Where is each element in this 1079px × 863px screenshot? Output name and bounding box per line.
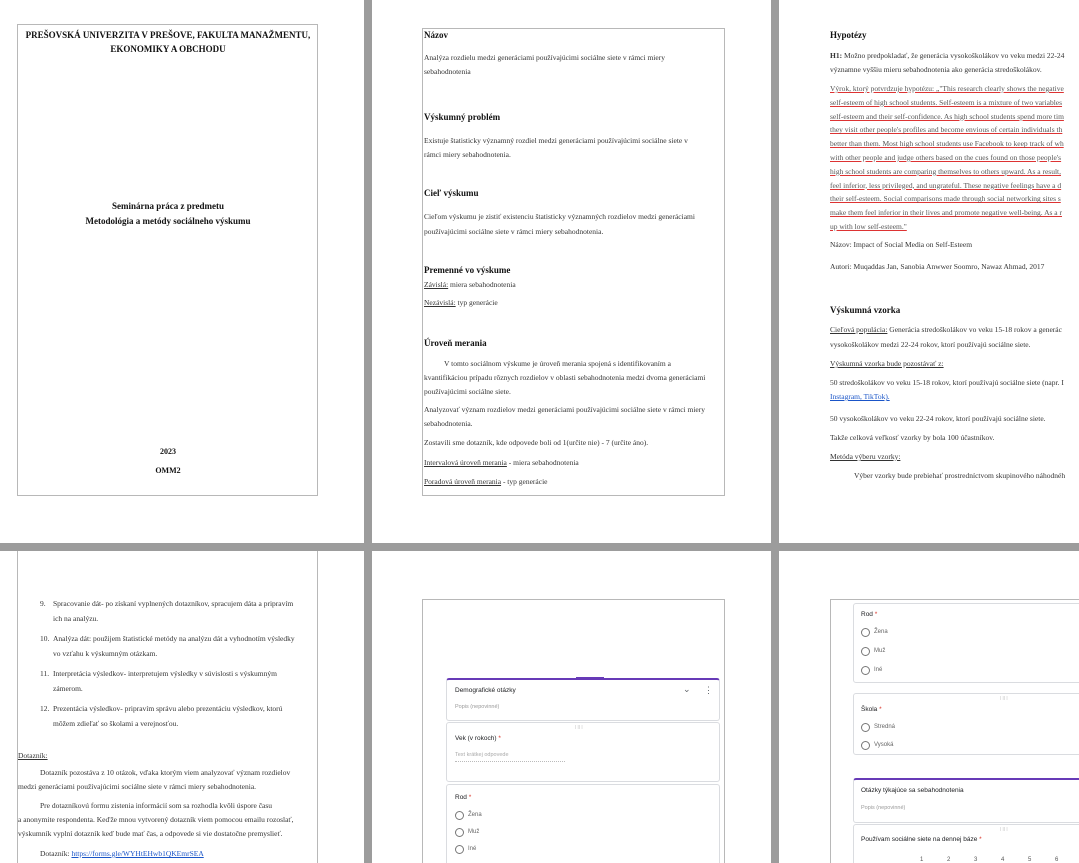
radio-button[interactable] xyxy=(861,628,870,637)
drag-handle[interactable] xyxy=(576,677,604,679)
radio-button[interactable] xyxy=(861,647,870,656)
uroven-line: používajúcimi sociálne siete. xyxy=(424,387,511,396)
interval-level: Intervalová úroveň merania - miera sebahodnotenia xyxy=(424,458,579,467)
document-page-research-design xyxy=(372,0,771,543)
drag-handle-icon[interactable]: ∷∷ xyxy=(1000,696,1008,702)
ciel-line: Cieľom výskumu je zistiť existenciu štatisticky významných rozdielov medzi generáciami xyxy=(424,212,695,221)
quote-line: they visit other people's profiles and become envious of certain individuals th xyxy=(830,125,1063,135)
option-label: Muž xyxy=(468,829,480,835)
analyza-line: Analyzovať význam rozdielov medzi generáciami používajúcimi sociálne siete v rámci miery xyxy=(424,405,706,414)
uroven-line: V tomto sociálnom výskume je úroveň merania spojená s identifikovaním a xyxy=(444,359,671,368)
work-type: Seminárna práca z predmetu xyxy=(111,201,225,211)
heading-uroven: Úroveň merania xyxy=(424,338,487,348)
question-card-daily-use[interactable] xyxy=(853,824,1079,863)
list-item-text: ich na analýzu. xyxy=(53,614,99,623)
source-title: Názov: Impact of Social Media on Self-Esteem xyxy=(830,240,973,249)
section-description[interactable]: Popis (nepovinné) xyxy=(455,704,500,710)
list-item-number: 9. xyxy=(40,599,46,608)
quote-line: make them feel inferior in their lives and promote negative well-being. As a r xyxy=(830,208,1063,218)
quote-line: feel inferior, less privileged, and ungrateful. These negative feelings have a d xyxy=(830,180,1062,190)
heading-premenne: Premenné vo výskume xyxy=(424,265,511,275)
list-item-number: 11. xyxy=(40,669,50,678)
sample-composition: Výskumná vzorka bude pozostávať z: xyxy=(830,359,944,368)
scale-number: 5 xyxy=(1028,857,1032,863)
sampling-description: Výber vzorky bude prebiehať prostredníctvom skupinového náhodnéh xyxy=(854,471,1066,480)
option-label: Žena xyxy=(874,629,888,635)
list-item-text: zámerom. xyxy=(53,684,83,693)
quote-line: with other people and judge others based on the cues found on those people's xyxy=(830,153,1062,162)
form-section-card[interactable] xyxy=(446,678,720,721)
heading-nazov: Názov xyxy=(424,30,448,40)
dotaznik-paragraph: medzi generáciami používajúcimi sociálne siete v rámci miery sebahodnotenia. xyxy=(18,782,257,791)
dotaznik-paragraph: výskumník vyplní dotazník keď bude mať čas, a odpovede si vie dostatočne premyslieť. xyxy=(18,829,283,838)
target-population: Cieľová populácia: Generácia stredoškolákov vo veku 15-18 rokov a generác xyxy=(830,325,1062,334)
group-code: OMM2 xyxy=(155,466,181,475)
heading-ciel: Cieľ výskumu xyxy=(424,188,479,198)
variable-dependent: Závislá: miera sebahodnotenia xyxy=(424,280,516,289)
scale-number: 1 xyxy=(920,857,924,863)
option-label: Žena xyxy=(468,812,482,818)
document-page-hypotheses xyxy=(779,0,1079,543)
age-answer-placeholder[interactable]: Text krátkej odpovede xyxy=(455,752,509,758)
more-options-icon[interactable]: ⋮ xyxy=(704,685,713,695)
form-section-card[interactable] xyxy=(853,778,1079,823)
variable-independent: Nezávislá: typ generácie xyxy=(424,298,498,307)
question-card-school[interactable] xyxy=(853,693,1079,755)
target-population-cont: vysokoškolákov medzi 22-24 rokov, ktorí používajú sociálne siete. xyxy=(830,340,1031,349)
university-line-2: EKONOMIKY A OBCHODU xyxy=(110,44,226,54)
questionnaire-link[interactable]: https://forms.gle/WYHtEHwb1QKEmrSEA xyxy=(71,849,204,858)
quote-line: better than them. Most high school students use Facebook to keep track of wh xyxy=(830,139,1064,149)
question-card-sex[interactable] xyxy=(446,784,720,863)
section-title[interactable]: Otázky týkajúce sa sebahodnotenia xyxy=(861,787,964,794)
section-description[interactable]: Popis (nepovinné) xyxy=(861,805,906,811)
scale-number: 3 xyxy=(974,857,978,863)
heading-vzorka: Výskumná vzorka xyxy=(830,305,901,315)
sample-university: 50 vysokoškolákov vo veku 22-24 rokov, ktorí používajú sociálne siete. xyxy=(830,414,1046,423)
quote-line: Výrok, ktorý potvrdzuje hypotézu: „"This research clearly shows the negative xyxy=(830,84,1064,93)
quote-line: up with low self-esteem." xyxy=(830,222,907,231)
question-card-sex[interactable] xyxy=(853,603,1079,683)
hypothesis-h1-cont: významne vyššiu mieru sebahodnotenia ako generácia stredoškolákov. xyxy=(830,65,1042,74)
option-label: Muž xyxy=(874,648,886,654)
sample-total: Takže celková veľkosť vzorky by bola 100 účastníkov. xyxy=(830,433,995,442)
dotaznik-scale: Zostavili sme dotazník, kde odpovede boli od 1(určite nie) - 7 (určite áno). xyxy=(424,438,649,447)
dotaznik-paragraph: a anonymite respondenta. Keďže mnou vytvorený dotazník viem pomocou emailu rozoslať, xyxy=(18,815,294,824)
document-page-form-demographics xyxy=(372,551,771,863)
scale-number: 4 xyxy=(1001,857,1005,863)
radio-button[interactable] xyxy=(861,666,870,675)
option-label: Iné xyxy=(468,846,477,852)
sample-high-school-cont: Instagram, TikTok). xyxy=(830,392,890,401)
dotaznik-heading: Dotazník: xyxy=(18,751,48,760)
problem-line: rámci miery sebahodnotenia. xyxy=(424,150,511,159)
page-border xyxy=(17,24,318,496)
scale-number: 2 xyxy=(947,857,951,863)
option-label: Stredná xyxy=(874,724,896,730)
sampling-method: Metóda výberu vzorky: xyxy=(830,452,901,461)
radio-button[interactable] xyxy=(455,828,464,837)
radio-button[interactable] xyxy=(455,845,464,854)
ciel-line: používajúcimi sociálne siete v rámci miery sebahodnotenia. xyxy=(424,227,604,236)
heading-problem: Výskumný problém xyxy=(424,112,501,122)
quote-line: their self-esteem. Social comparisons made through social networking sites s xyxy=(830,194,1061,204)
question-daily-use-title: Používam sociálne siete na dennej báze * xyxy=(861,836,982,843)
radio-button[interactable] xyxy=(861,741,870,750)
list-item-text: vo vzťahu k výskumným otázkam. xyxy=(53,649,158,658)
question-card-age[interactable] xyxy=(446,722,720,782)
analyza-line: sebahodnotenia. xyxy=(424,419,473,428)
dotaznik-paragraph: Pre dotazníkovú formu zistenia informácií som sa rozhodla kvôli úspore času xyxy=(40,801,273,810)
ordinal-level: Poradová úroveň merania - typ generácie xyxy=(424,477,548,486)
option-label: Vysoká xyxy=(874,742,894,748)
dotaznik-paragraph: Dotazník pozostáva z 10 otázok, vďaka ktorým viem analyzovať význam rozdielov xyxy=(40,768,291,777)
list-item-number: 12. xyxy=(40,704,50,713)
quote-line: self-esteem of high school students. Self-esteem is a mixture of two variables xyxy=(830,97,1063,107)
year: 2023 xyxy=(160,447,176,456)
document-page-title xyxy=(0,0,364,543)
question-sex-title: Rod * xyxy=(861,611,878,618)
list-item-text: Spracovanie dát- po získaní vyplnených dotazníkov, spracujem dáta a pripravím xyxy=(53,599,294,608)
document-page-procedure xyxy=(0,551,364,863)
quote-line: self-esteem and their self-confidence. As high school students spend more tim xyxy=(830,111,1064,121)
page-column-separator xyxy=(364,0,372,863)
document-page-form-selfesteem xyxy=(779,551,1079,863)
subject-title: Metodológia a metódy sociálneho výskumu xyxy=(85,216,251,226)
questionnaire-link-line: Dotazník: https://forms.gle/WYHtEHwb1QKEmrSEA xyxy=(40,849,204,858)
list-item-number: 10. xyxy=(40,634,50,643)
uroven-line: kvantifikáciou prípadu rôznych rozdielov v oblasti sebahodnotenia medzi dvoma generáciami xyxy=(424,373,706,382)
option-label: Iné xyxy=(874,667,883,673)
drag-handle-icon[interactable]: ∷∷ xyxy=(575,725,583,731)
answer-underline xyxy=(455,761,565,762)
section-title[interactable]: Demografické otázky xyxy=(455,687,516,694)
list-item-text: Prezentácia výsledkov- pripravím správu alebo prezentáciu výsledkov, ktorú xyxy=(53,704,283,713)
page-row-separator xyxy=(0,543,1079,551)
quote-line: high school students are comparing themselves to others upward. As a result, xyxy=(830,166,1061,176)
drag-handle-icon[interactable]: ∷∷ xyxy=(1000,827,1008,833)
list-item-text: Analýza dát: použijem štatistické metódy na analýzu dát a vyhodnotím výsledky xyxy=(53,634,295,643)
university-line-1: PREŠOVSKÁ UNIVERZITA V PREŠOVE, FAKULTA MANAŽMENTU, xyxy=(25,30,311,40)
source-authors: Autori: Muqaddas Jan, Sanobia Anwwer Soomro, Nawaz Ahmad, 2017 xyxy=(830,262,1045,271)
question-school-title: Škola * xyxy=(861,706,882,713)
collapse-chevron-icon[interactable]: ⌄ xyxy=(683,684,691,694)
list-item-text: Interpretácia výsledkov- interpretujem výsledky v súvislosti s výskumným xyxy=(53,669,277,678)
list-item-text: môžem zdieľať so školami a verejnosťou. xyxy=(53,719,179,728)
radio-button[interactable] xyxy=(455,811,464,820)
scale-number: 6 xyxy=(1055,857,1059,863)
nazov-line: sebahodnotenia xyxy=(424,67,471,76)
sample-high-school: 50 stredoškolákov vo veku 15-18 rokov, ktorí používajú sociálne siete (napr. I xyxy=(830,378,1064,387)
question-sex-title: Rod * xyxy=(455,794,472,801)
radio-button[interactable] xyxy=(861,723,870,732)
problem-line: Existuje štatisticky významný rozdiel medzi generáciami používajúcimi sociálne siete v xyxy=(424,136,688,145)
question-age-title: Vek (v rokoch) * xyxy=(455,735,501,742)
hypothesis-h1: H1: Možno predpokladať, že generácia vysokoškolákov vo veku medzi 22-24 xyxy=(830,51,1065,60)
nazov-line: Analýza rozdielu medzi generáciami používajúcimi sociálne siete v rámci miery xyxy=(424,53,665,62)
heading-hypotezy: Hypotézy xyxy=(830,30,867,40)
page-column-separator xyxy=(771,0,779,863)
